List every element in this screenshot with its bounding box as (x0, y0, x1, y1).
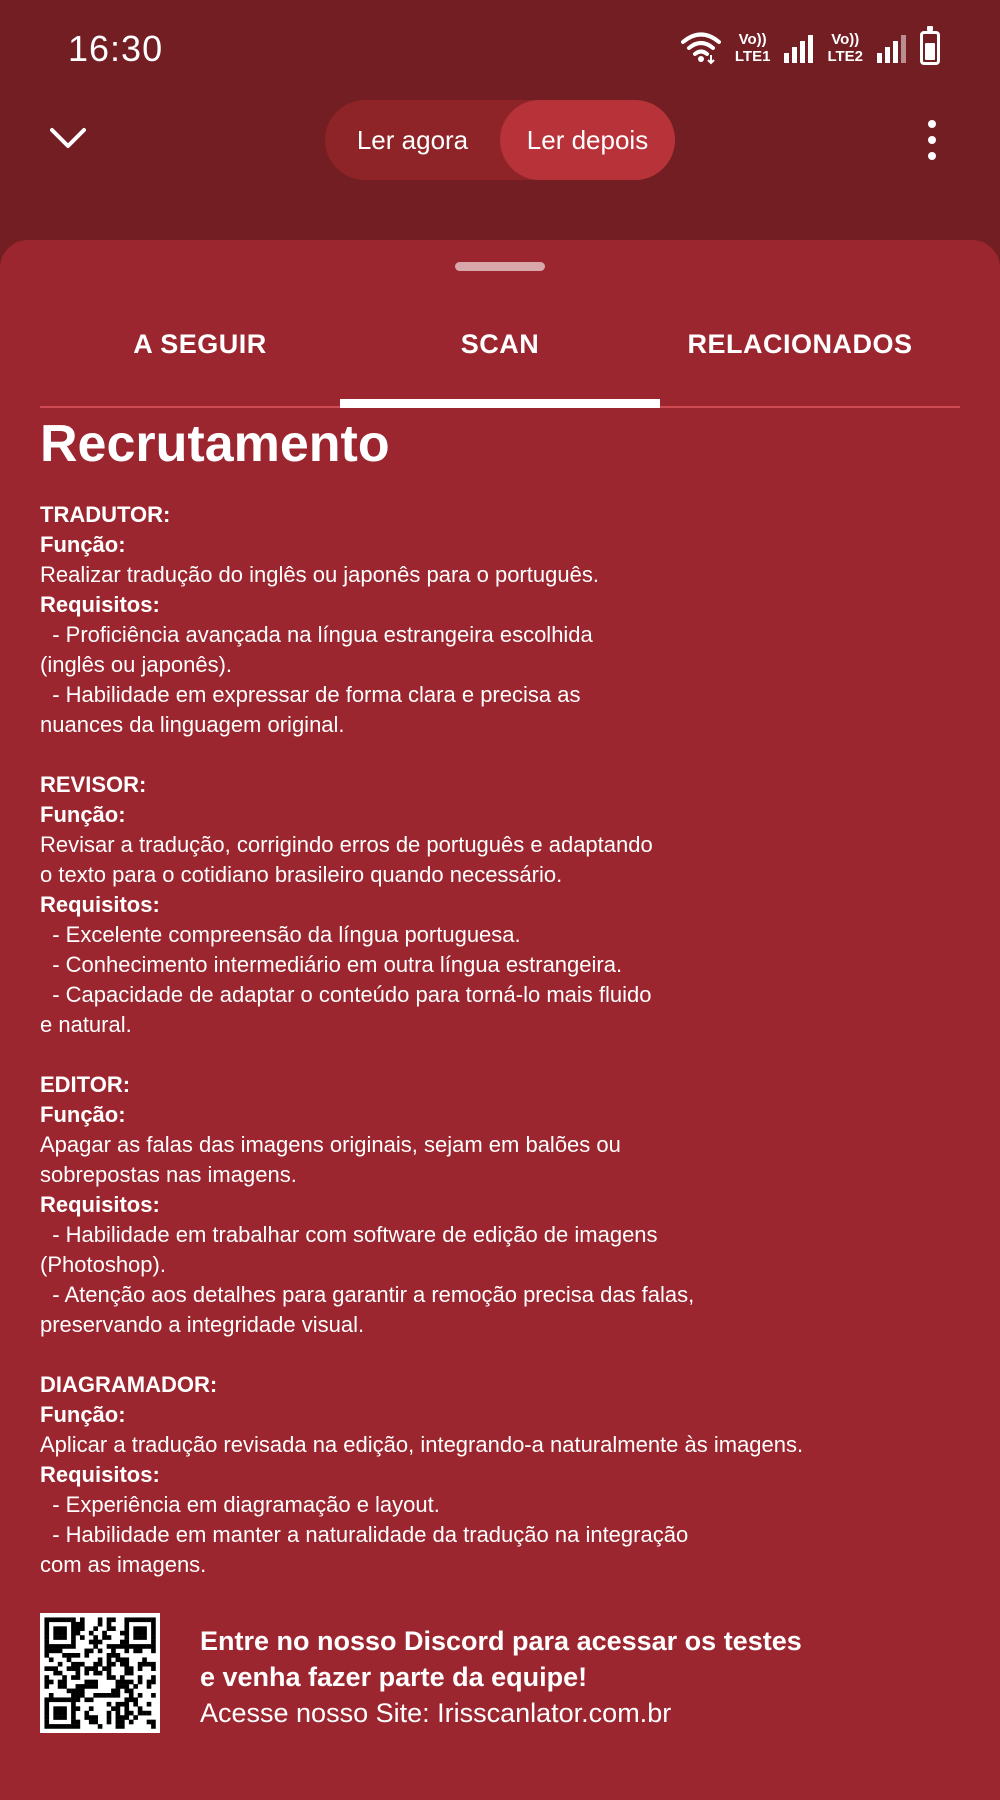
role-title: REVISOR: (40, 772, 147, 797)
text-line: - Capacidade de adaptar o conteúdo para torná-lo mais fluido (40, 982, 652, 1007)
text-line: e natural. (40, 1012, 132, 1037)
status-bar (0, 0, 1000, 96)
text-line: - Atenção aos detalhes para garantir a remoção precisa das falas, (40, 1282, 695, 1307)
tab-a-seguir[interactable]: A SEGUIR (133, 328, 267, 359)
battery-icon (920, 31, 940, 65)
text-line: - Habilidade em manter a naturalidade da tradução na integração (40, 1522, 689, 1547)
function-label: Função: (40, 802, 126, 827)
section-tradutor (40, 500, 960, 740)
text-line: Apagar as falas das imagens originais, sejam em balões ou (40, 1132, 621, 1157)
text-line: - Habilidade em expressar de forma clara e precisa as (40, 682, 581, 707)
requirements-label: Requisitos: (40, 892, 160, 917)
qr-code-icon (40, 1613, 160, 1733)
function-label: Função: (40, 1102, 126, 1127)
text-line: Realizar tradução do inglês ou japonês para o português. (40, 562, 599, 587)
chevron-down-icon[interactable] (46, 116, 90, 160)
text-line: Aplicar a tradução revisada na edição, integrando-a naturalmente às imagens. (40, 1432, 804, 1457)
wifi-icon (681, 31, 721, 65)
role-title: DIAGRAMADOR: (40, 1372, 218, 1397)
tab-bar (40, 282, 960, 408)
discord-invite-line1: Entre no nosso Discord para acessar os testes (200, 1626, 802, 1656)
clock: 16:30 (68, 28, 164, 69)
text-line: Revisar a tradução, corrigindo erros de português e adaptando (40, 832, 653, 857)
text-line: (inglês ou japonês). (40, 652, 233, 677)
role-title: EDITOR: (40, 1072, 131, 1097)
text-line: sobrepostas nas imagens. (40, 1162, 297, 1187)
read-later-button[interactable]: Ler depois (500, 100, 675, 180)
top-bar (0, 96, 1000, 206)
signal-sim1-icon (784, 33, 813, 63)
more-options-icon[interactable] (924, 120, 940, 160)
drag-handle[interactable] (455, 262, 545, 271)
requirements-label: Requisitos: (40, 1462, 160, 1487)
status-icons (681, 28, 940, 68)
text-line: com as imagens. (40, 1552, 207, 1577)
read-mode-toggle (325, 100, 675, 180)
requirements-label: Requisitos: (40, 592, 160, 617)
recruitment-footer (40, 1613, 960, 1733)
signal-sim2-icon (877, 33, 906, 63)
footer-text (200, 1623, 802, 1731)
requirements-label: Requisitos: (40, 1192, 160, 1217)
volte-sim1-icon: Vo)) LTE1 (734, 31, 771, 65)
site-link[interactable]: Acesse nosso Site: Irisscanlator.com.br (200, 1698, 672, 1728)
text-line: - Excelente compreensão da língua portuguesa. (40, 922, 521, 947)
bottom-sheet (0, 240, 1000, 1800)
scan-content (40, 412, 960, 1580)
text-line: - Conhecimento intermediário em outra língua estrangeira. (40, 952, 623, 977)
discord-invite-line2: e venha fazer parte da equipe! (200, 1662, 588, 1692)
page-title: Recrutamento (40, 415, 390, 473)
text-line: (Photoshop). (40, 1252, 166, 1277)
text-line: - Experiência em diagramação e layout. (40, 1492, 440, 1517)
function-label: Função: (40, 1402, 126, 1427)
section-editor (40, 1070, 960, 1340)
read-now-button[interactable]: Ler agora (356, 124, 469, 155)
function-label: Função: (40, 532, 126, 557)
text-line: o texto para o cotidiano brasileiro quando necessário. (40, 862, 563, 887)
section-revisor (40, 770, 960, 1040)
tab-relacionados[interactable]: RELACIONADOS (687, 328, 913, 359)
text-line: preservando a integridade visual. (40, 1312, 365, 1337)
volte-sim2-icon: Vo)) LTE2 (827, 31, 863, 65)
role-title: TRADUTOR: (40, 502, 171, 527)
active-tab-indicator (340, 399, 660, 408)
tab-scan[interactable]: SCAN (460, 328, 540, 359)
text-line: - Proficiência avançada na língua estrangeira escolhida (40, 622, 593, 647)
section-diagramador (40, 1370, 960, 1580)
text-line: - Habilidade em trabalhar com software de edição de imagens (40, 1222, 658, 1247)
text-line: nuances da linguagem original. (40, 712, 345, 737)
